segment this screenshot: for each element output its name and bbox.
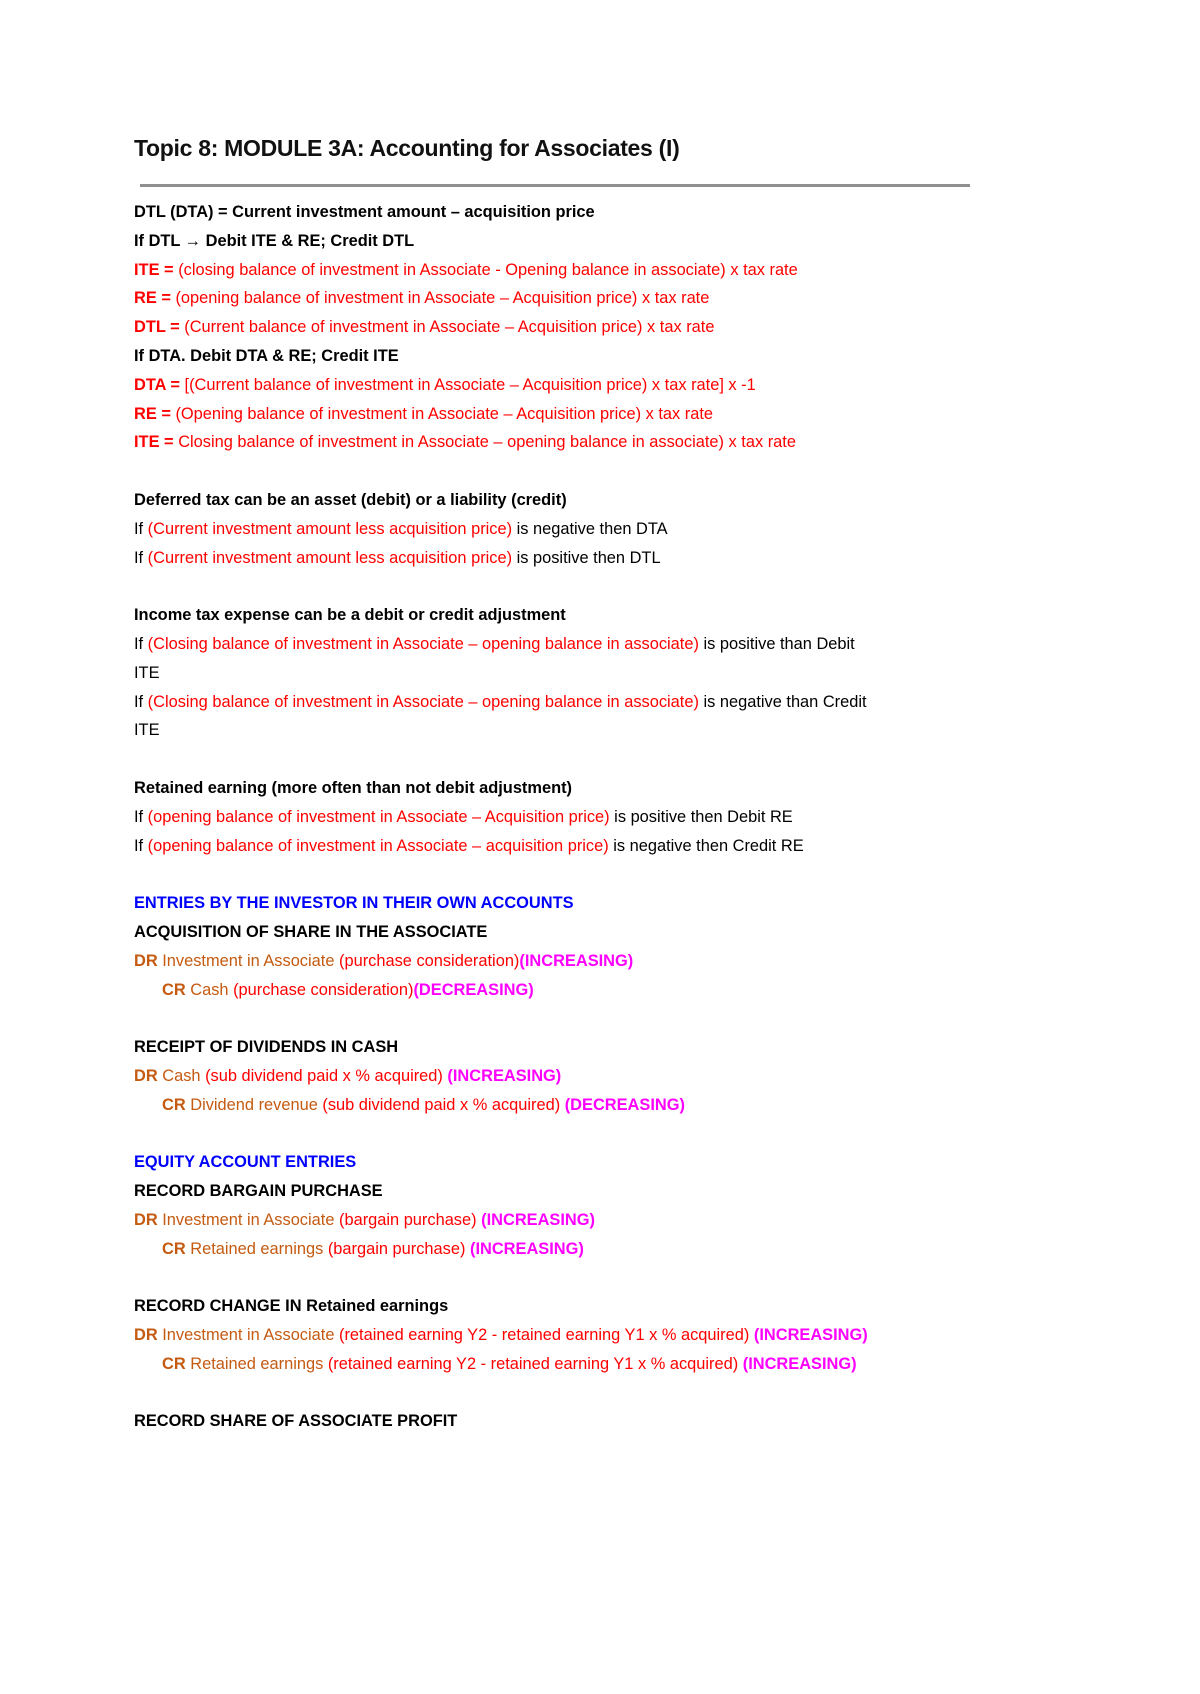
text-segment: Income tax expense can be a debit or credit adjustment: [134, 606, 566, 625]
page-title: Topic 8: MODULE 3A: Accounting for Associates (I): [134, 135, 680, 161]
text-segment: (INCREASING): [447, 1066, 562, 1085]
text-line: [134, 832, 1034, 861]
text-line: [134, 601, 1034, 630]
text-line: [134, 428, 1034, 457]
text-segment: DR: [134, 1210, 158, 1229]
text-line: [134, 976, 1034, 1005]
text-line: [134, 947, 1034, 976]
text-segment: (purchase consideration): [233, 980, 414, 999]
text-line: [134, 342, 1034, 371]
blank-line: [134, 572, 1034, 601]
text-line: [134, 803, 1034, 832]
title-divider: [140, 184, 970, 187]
text-segment: Investment in Associate: [157, 1326, 339, 1345]
text-segment: (bargain purchase): [327, 1239, 470, 1258]
text-line: [134, 371, 1034, 400]
text-line: [134, 1235, 1034, 1264]
text-segment: (opening balance of investment in Associate – Acquisition price): [147, 807, 610, 826]
text-segment: (closing balance of investment in Associate - Opening balance in associate) x tax rate: [178, 260, 798, 279]
text-segment: CR: [162, 1239, 186, 1258]
text-segment: RE =: [134, 289, 176, 308]
text-segment: ITE =: [134, 433, 179, 452]
blank-line: [134, 745, 1034, 774]
text-segment: DR: [134, 951, 158, 970]
text-line: [134, 1148, 1034, 1177]
text-segment: (INCREASING): [753, 1326, 868, 1345]
text-line: [134, 227, 1034, 256]
text-segment: CR: [162, 1095, 186, 1114]
text-line: [134, 256, 1034, 285]
text-segment: RECORD CHANGE IN Retained earnings: [134, 1297, 449, 1316]
text-segment: (bargain purchase): [339, 1210, 482, 1229]
text-segment: Cash: [185, 980, 234, 999]
text-line: [134, 1091, 1034, 1120]
text-segment: (retained earning Y2 - retained earning Y1 x % acquired): [339, 1326, 754, 1345]
text-line: [134, 544, 1034, 573]
text-segment: (Closing balance of investment in Associate – opening balance in associate): [147, 634, 699, 653]
blank-line: [134, 457, 1034, 486]
text-segment: RECEIPT OF DIVIDENDS IN CASH: [134, 1038, 399, 1057]
text-segment: Retained earning (more often than not debit adjustment): [134, 778, 573, 797]
text-line: [134, 1292, 1034, 1321]
text-segment: ACQUISITION OF SHARE IN THE ASSOCIATE: [134, 922, 488, 941]
text-segment: Closing balance of investment in Associate – opening balance in associate) x tax rate: [178, 433, 796, 452]
text-segment: (purchase consideration): [339, 951, 520, 970]
text-segment: (INCREASING): [519, 951, 634, 970]
text-segment: CR: [162, 1354, 186, 1373]
text-segment: DTL =: [134, 318, 185, 337]
text-segment: Retained earnings: [185, 1239, 328, 1258]
text-line: [134, 515, 1034, 544]
text-line: [134, 659, 1034, 688]
text-line: [134, 716, 1034, 745]
text-line: [134, 400, 1034, 429]
text-segment: RECORD SHARE OF ASSOCIATE PROFIT: [134, 1412, 458, 1431]
text-segment: is positive then DTL: [512, 548, 661, 567]
text-segment: (INCREASING): [742, 1354, 857, 1373]
text-line: [134, 1407, 1034, 1436]
text-line: [134, 1062, 1034, 1091]
text-segment: (Current investment amount less acquisition price): [147, 548, 513, 567]
text-segment: (sub dividend paid x % acquired): [205, 1066, 448, 1085]
text-segment: (DECREASING): [564, 1095, 685, 1114]
text-segment: Dividend revenue: [185, 1095, 323, 1114]
text-segment: Investment in Associate: [157, 1210, 339, 1229]
text-segment: (opening balance of investment in Associate – acquisition price): [147, 836, 609, 855]
blank-line: [134, 1379, 1034, 1408]
text-segment: is negative than Credit: [698, 692, 867, 711]
text-segment: RE =: [134, 404, 176, 423]
text-segment: If: [134, 807, 148, 826]
text-line: [134, 688, 1034, 717]
text-segment: If: [134, 692, 148, 711]
text-segment: (Closing balance of investment in Associate – opening balance in associate): [147, 692, 699, 711]
text-segment: (opening balance of investment in Associate – Acquisition price) x tax rate: [175, 289, 710, 308]
text-line: [134, 313, 1034, 342]
text-line: [134, 1177, 1034, 1206]
text-segment: is negative then DTA: [512, 519, 668, 538]
text-line: [134, 1321, 1034, 1350]
text-segment: Cash: [157, 1066, 206, 1085]
text-segment: (DECREASING): [413, 980, 534, 999]
text-line: [134, 198, 1034, 227]
blank-line: [134, 1263, 1034, 1292]
text-segment: ITE =: [134, 260, 179, 279]
text-segment: CR: [162, 980, 186, 999]
text-segment: EQUITY ACCOUNT ENTRIES: [134, 1153, 357, 1172]
text-segment: is positive then Debit RE: [609, 807, 793, 826]
text-segment: Retained earnings: [185, 1354, 328, 1373]
text-segment: (INCREASING): [481, 1210, 595, 1229]
text-segment: If: [134, 634, 148, 653]
text-segment: ITE: [134, 663, 160, 682]
text-line: [134, 774, 1034, 803]
text-segment: DTL (DTA) = Current investment amount – acquisition price: [134, 203, 595, 221]
text-segment: (retained earning Y2 - retained earning Y1 x % acquired): [327, 1354, 743, 1373]
text-segment: If: [134, 836, 148, 855]
blank-line: [134, 860, 1034, 889]
blank-line: [134, 1120, 1034, 1149]
text-segment: If DTL → Debit ITE & RE; Credit DTL: [134, 231, 415, 250]
text-segment: (Opening balance of investment in Associate – Acquisition price) x tax rate: [175, 404, 713, 423]
text-segment: (sub dividend paid x % acquired): [322, 1095, 565, 1114]
text-segment: is positive than Debit: [698, 634, 855, 653]
text-line: [134, 918, 1034, 947]
text-segment: DTA =: [134, 375, 185, 394]
text-segment: RECORD BARGAIN PURCHASE: [134, 1182, 383, 1201]
text-segment: (Current investment amount less acquisition price): [147, 519, 513, 538]
text-segment: Deferred tax can be an asset (debit) or a liability (credit): [134, 490, 567, 509]
text-segment: If: [134, 548, 148, 567]
text-segment: is negative then Credit RE: [608, 836, 804, 855]
document-body: [134, 198, 1034, 1436]
text-segment: If: [134, 519, 148, 538]
text-line: [134, 630, 1034, 659]
text-line: [134, 284, 1034, 313]
text-line: [134, 1350, 1034, 1379]
text-line: [134, 889, 1034, 918]
text-segment: (INCREASING): [469, 1239, 584, 1258]
text-segment: [(Current balance of investment in Associate – Acquisition price) x tax rate] x -1: [184, 375, 756, 394]
text-line: [134, 486, 1034, 515]
blank-line: [134, 1004, 1034, 1033]
text-segment: DR: [134, 1066, 158, 1085]
text-segment: ENTRIES BY THE INVESTOR IN THEIR OWN ACCOUNTS: [134, 894, 574, 913]
text-line: [134, 1033, 1034, 1062]
text-line: [134, 1206, 1034, 1235]
text-segment: Investment in Associate: [157, 951, 339, 970]
text-segment: If DTA. Debit DTA & RE; Credit ITE: [134, 346, 399, 365]
text-segment: DR: [134, 1326, 158, 1345]
text-segment: ITE: [134, 721, 160, 740]
text-segment: (Current balance of investment in Associate – Acquisition price) x tax rate: [184, 318, 715, 337]
